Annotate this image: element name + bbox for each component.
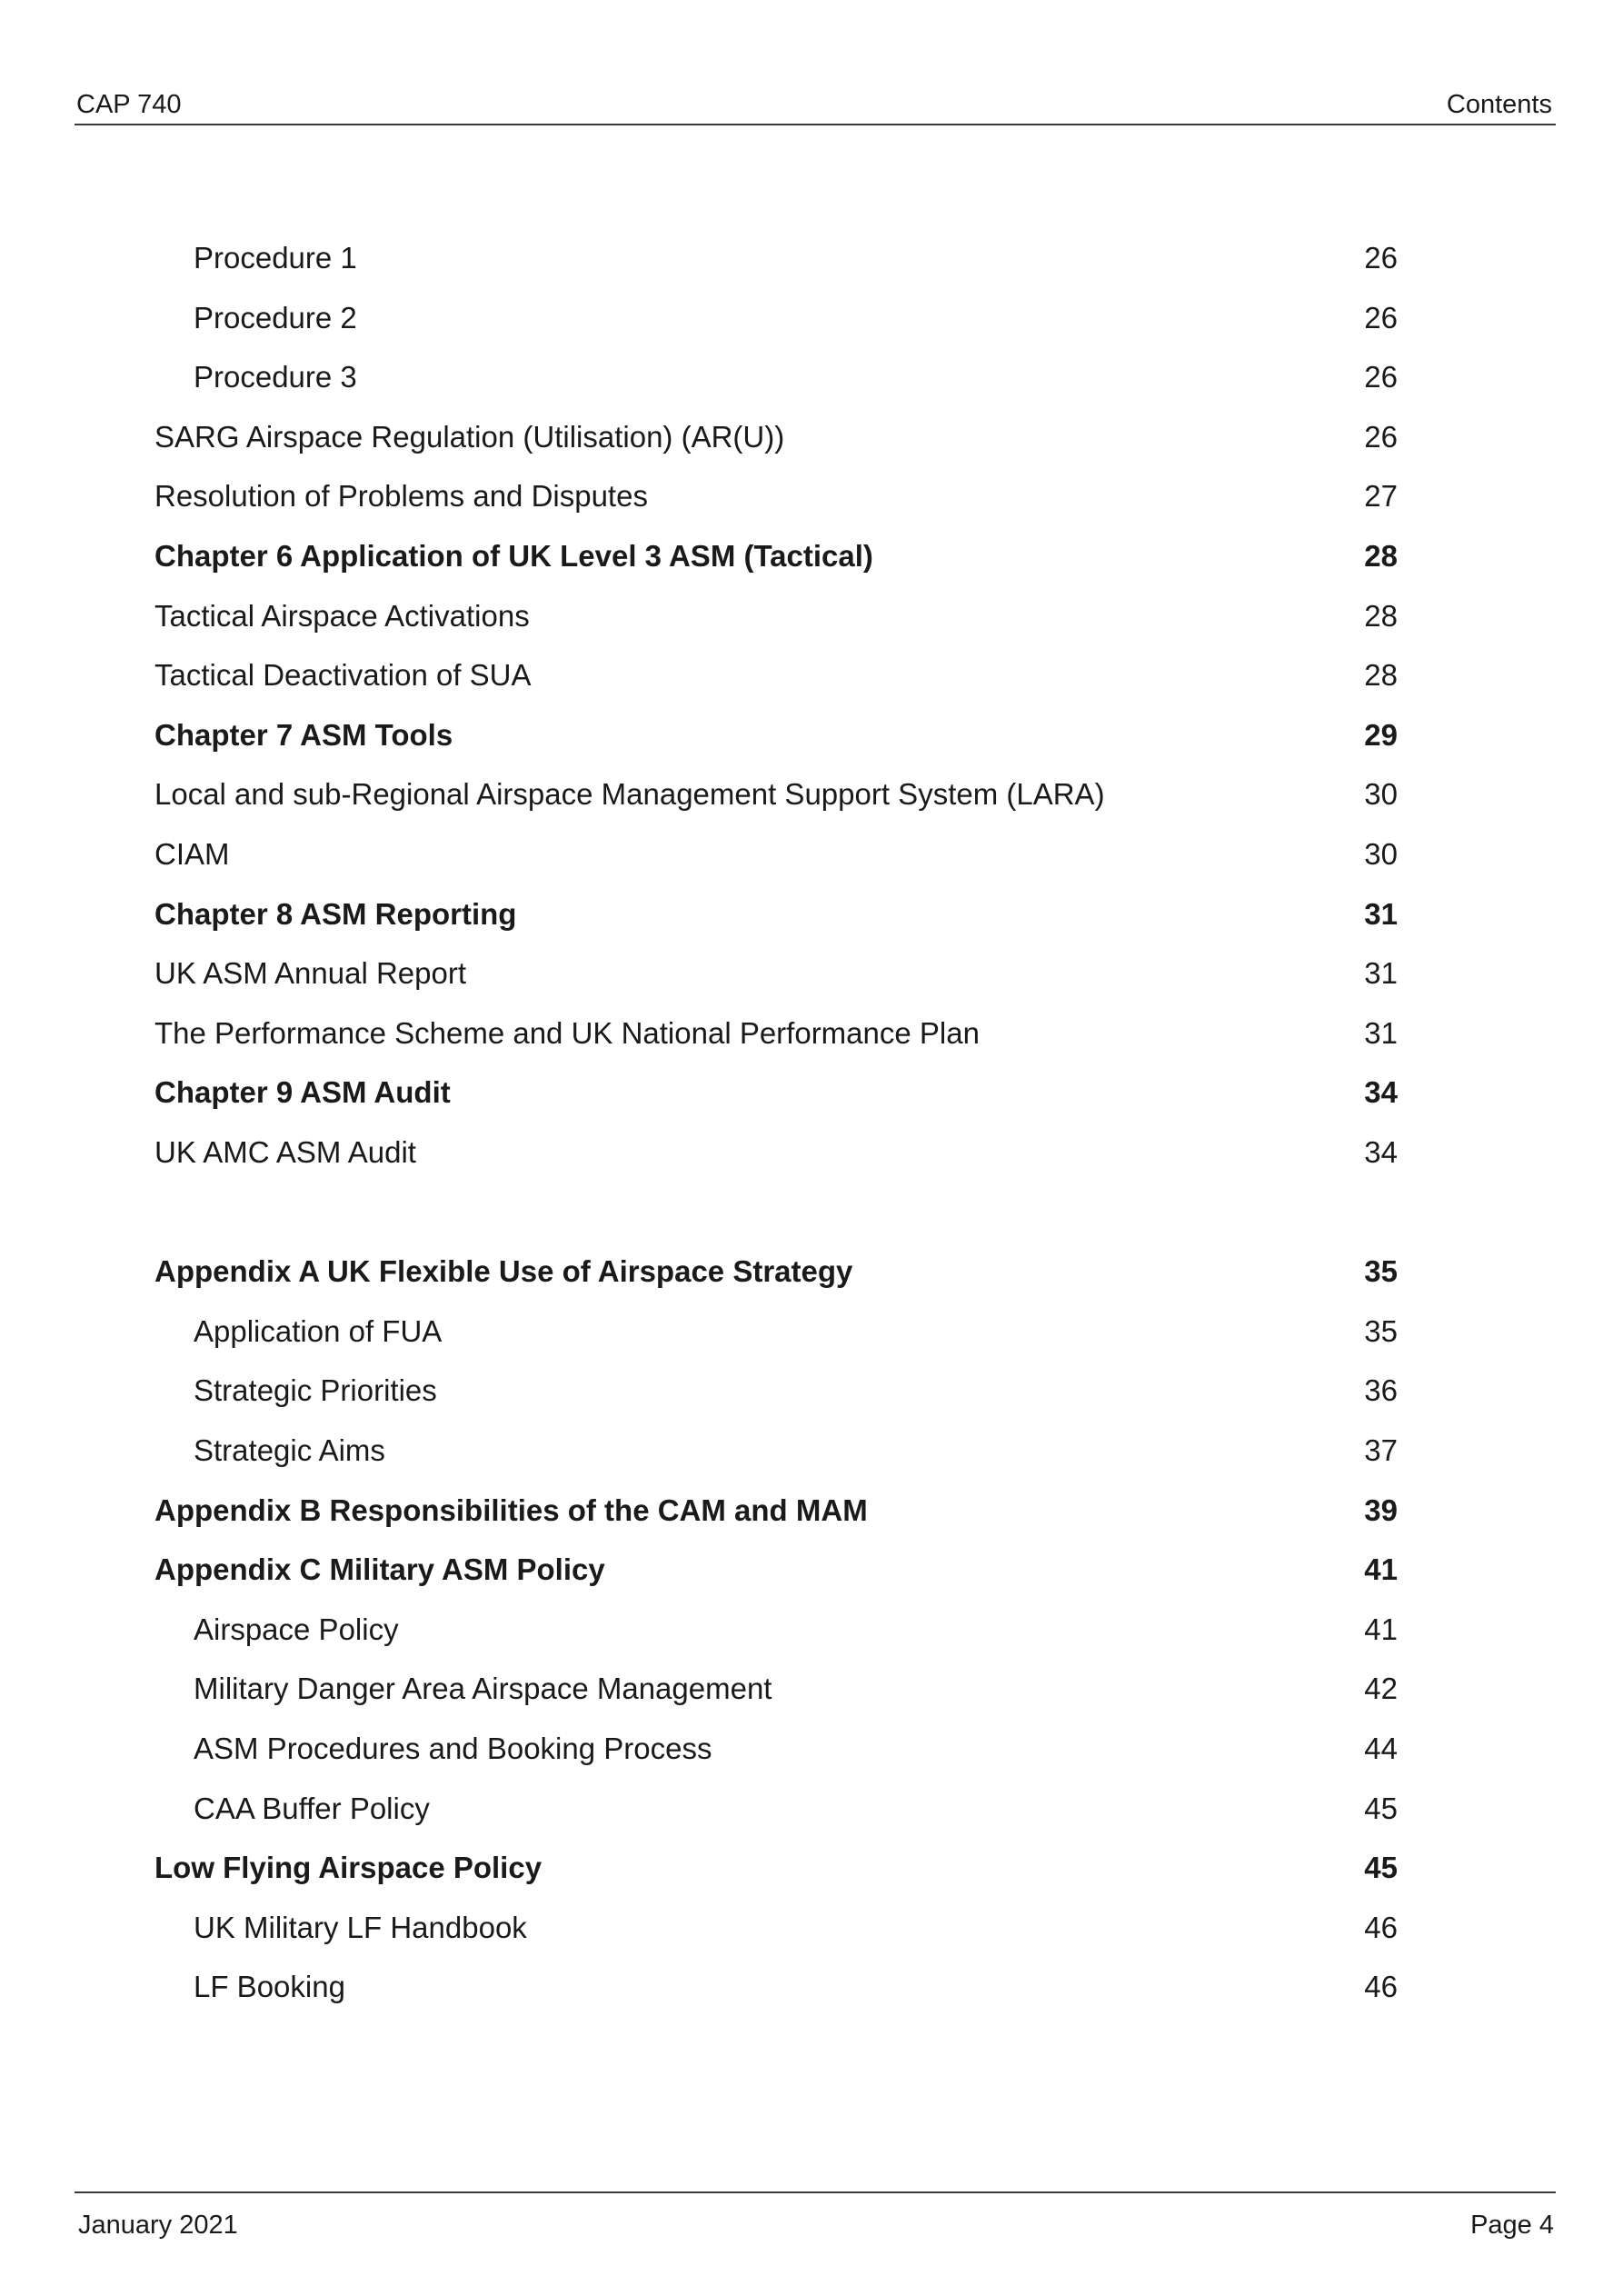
page-number: Page 4 bbox=[1470, 2211, 1554, 2240]
toc-entry-title: Chapter 8 ASM Reporting bbox=[154, 897, 517, 931]
toc-entry[interactable] bbox=[154, 894, 1398, 934]
toc-entry-title: Procedure 1 bbox=[194, 241, 357, 275]
toc-entry-title: Appendix C Military ASM Policy bbox=[154, 1552, 605, 1586]
toc-entry[interactable] bbox=[154, 1013, 1398, 1053]
toc-entry-title: Application of FUA bbox=[194, 1314, 443, 1348]
toc-entry-page: 26 bbox=[1364, 420, 1398, 454]
toc-entry-page: 42 bbox=[1364, 1672, 1398, 1705]
toc-entry-title: Chapter 6 Application of UK Level 3 ASM (Tactical) bbox=[154, 539, 873, 573]
toc-entry-title: Tactical Deactivation of SUA bbox=[154, 658, 532, 692]
toc-entry[interactable] bbox=[154, 1431, 1398, 1471]
toc-entry-page: 28 bbox=[1364, 539, 1398, 573]
section-title: Contents bbox=[1446, 90, 1552, 119]
toc-entry-page: 30 bbox=[1364, 777, 1398, 811]
toc-entry[interactable] bbox=[154, 1908, 1398, 1948]
toc-entry-title: UK ASM Annual Report bbox=[154, 956, 467, 990]
toc-entry-page: 26 bbox=[1364, 360, 1398, 394]
toc-entry[interactable] bbox=[154, 834, 1398, 874]
toc-entry-page: 26 bbox=[1364, 241, 1398, 275]
toc-entry[interactable] bbox=[154, 1371, 1398, 1411]
toc-entry[interactable] bbox=[154, 1252, 1398, 1292]
toc-entry[interactable] bbox=[154, 953, 1398, 993]
toc-entry-page: 31 bbox=[1364, 897, 1398, 931]
toc-entry-page: 36 bbox=[1364, 1373, 1398, 1407]
toc-entry-title: Procedure 2 bbox=[194, 301, 357, 334]
toc-entry-page: 45 bbox=[1364, 1792, 1398, 1825]
toc-entry-title: Resolution of Problems and Disputes bbox=[154, 479, 648, 513]
toc-entry[interactable] bbox=[154, 1133, 1398, 1173]
toc-entry-page: 28 bbox=[1364, 599, 1398, 633]
toc-entry-page: 46 bbox=[1364, 1911, 1398, 1944]
toc-entry-title: Appendix B Responsibilities of the CAM and MAM bbox=[154, 1493, 868, 1527]
toc-entry[interactable] bbox=[154, 1550, 1398, 1590]
toc-entry[interactable] bbox=[154, 1491, 1398, 1531]
toc-entry[interactable] bbox=[154, 1669, 1398, 1709]
toc-entry[interactable] bbox=[154, 298, 1398, 338]
toc-entry[interactable] bbox=[154, 596, 1398, 636]
toc-entry-title: The Performance Scheme and UK National Performance Plan bbox=[154, 1016, 980, 1050]
toc-entry-page: 30 bbox=[1364, 837, 1398, 871]
toc-entry-page: 41 bbox=[1364, 1612, 1398, 1646]
toc-entry[interactable] bbox=[154, 417, 1398, 457]
page-footer bbox=[75, 2191, 1556, 2248]
toc-entry-page: 35 bbox=[1364, 1314, 1398, 1348]
toc-entry[interactable] bbox=[154, 238, 1398, 278]
toc-entry-page: 28 bbox=[1364, 658, 1398, 692]
toc-entry-title: Airspace Policy bbox=[194, 1612, 399, 1646]
toc-entry[interactable] bbox=[154, 1789, 1398, 1829]
toc-entry-page: 41 bbox=[1364, 1552, 1398, 1586]
toc-entry-title: Chapter 7 ASM Tools bbox=[154, 718, 453, 752]
document-id: CAP 740 bbox=[76, 90, 182, 119]
toc-entry[interactable] bbox=[154, 1729, 1398, 1769]
toc-entry-page: 45 bbox=[1364, 1851, 1398, 1884]
toc-entry-page: 34 bbox=[1364, 1075, 1398, 1109]
toc-entry-title: UK AMC ASM Audit bbox=[154, 1135, 416, 1169]
toc-entry[interactable] bbox=[154, 1073, 1398, 1113]
toc-entry-page: 31 bbox=[1364, 1016, 1398, 1050]
toc-entry-title: Local and sub-Regional Airspace Management Support System (LARA) bbox=[154, 777, 1105, 811]
toc-entry[interactable] bbox=[154, 536, 1398, 576]
toc-entry[interactable] bbox=[154, 357, 1398, 397]
toc-entry-title: LF Booking bbox=[194, 1970, 345, 2003]
toc-entry-title: SARG Airspace Regulation (Utilisation) (AR(U)) bbox=[154, 420, 785, 454]
toc-entry[interactable] bbox=[154, 715, 1398, 755]
toc-entry[interactable] bbox=[154, 1848, 1398, 1888]
toc-entry-title: Appendix A UK Flexible Use of Airspace Strategy bbox=[154, 1254, 853, 1288]
toc-entry-title: Military Danger Area Airspace Management bbox=[194, 1672, 772, 1705]
toc-entry-title: Procedure 3 bbox=[194, 360, 357, 394]
toc-entry-page: 31 bbox=[1364, 956, 1398, 990]
toc-entry-title: Chapter 9 ASM Audit bbox=[154, 1075, 451, 1109]
toc-entry-page: 27 bbox=[1364, 479, 1398, 513]
toc-entry-title: Low Flying Airspace Policy bbox=[154, 1851, 543, 1884]
toc-entry-page: 44 bbox=[1364, 1732, 1398, 1765]
toc-entry[interactable] bbox=[154, 655, 1398, 695]
toc-entry-page: 29 bbox=[1364, 718, 1398, 752]
toc-entry[interactable] bbox=[154, 1967, 1398, 2007]
toc-entry[interactable] bbox=[154, 1312, 1398, 1352]
toc-entry-page: 37 bbox=[1364, 1433, 1398, 1467]
publication-date: January 2021 bbox=[78, 2211, 238, 2240]
toc-entry-page: 46 bbox=[1364, 1970, 1398, 2003]
toc-entry-title: CAA Buffer Policy bbox=[194, 1792, 430, 1825]
toc-entry-page: 39 bbox=[1364, 1493, 1398, 1527]
toc-entry[interactable] bbox=[154, 774, 1398, 814]
toc-entry-title: Strategic Aims bbox=[194, 1433, 385, 1467]
toc-entry-page: 34 bbox=[1364, 1135, 1398, 1169]
toc-entry-page: 35 bbox=[1364, 1254, 1398, 1288]
toc-entry-title: CIAM bbox=[154, 837, 230, 871]
toc-entry-title: Tactical Airspace Activations bbox=[154, 599, 530, 633]
toc-entry-title: Strategic Priorities bbox=[194, 1373, 437, 1407]
toc-entry-title: UK Military LF Handbook bbox=[194, 1911, 527, 1944]
toc-entry-title: ASM Procedures and Booking Process bbox=[194, 1732, 712, 1765]
toc-entry[interactable] bbox=[154, 1610, 1398, 1650]
toc-entry-page: 26 bbox=[1364, 301, 1398, 334]
toc-entry[interactable] bbox=[154, 476, 1398, 516]
